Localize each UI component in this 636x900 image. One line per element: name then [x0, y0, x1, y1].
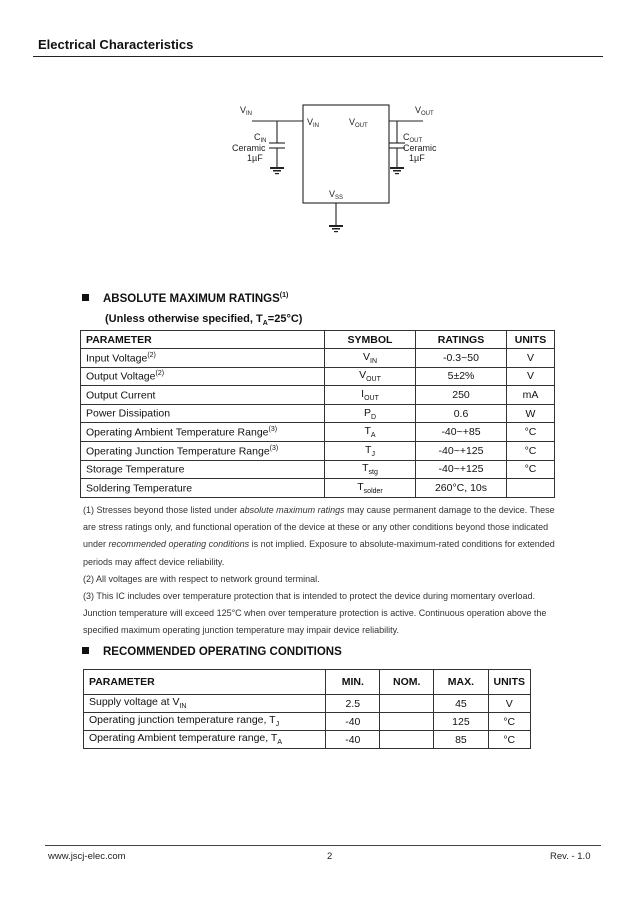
symbol-cell: $V_{IN}$ [325, 349, 416, 368]
nom-cell [380, 713, 434, 731]
footnote-3: (3) This IC includes over temperature protection that is intended to protect the device during momentary overload. Junction temperature will exceed 125°C when over temperature protection is active. Continuous operation above the specified maximum operating junction temperature may impair device reliability. [83, 591, 547, 636]
ic-vss-pin: $V_{SS}$ [329, 189, 344, 201]
column-header: PARAMETER [84, 670, 326, 695]
recommended-conditions-table [83, 669, 531, 749]
min-cell: -40 [326, 713, 380, 731]
table-row [81, 386, 555, 405]
symbol-cell: $V_{OUT}$ [325, 367, 416, 386]
regulator-ic-box [303, 105, 389, 203]
cout-label: $C_{OUT}$ [403, 132, 423, 144]
revision: Rev. - 1.0 [550, 851, 591, 862]
rating-cell: -40~+125 [416, 441, 507, 460]
param-cell: Soldering Temperature [81, 479, 325, 498]
min-cell: 2.5 [326, 695, 380, 713]
unit-cell: mA [507, 386, 555, 405]
table-row [81, 460, 555, 479]
page-number: 2 [327, 851, 333, 862]
column-header: UNITS [507, 331, 555, 349]
cin-label: $C_{IN}$ [254, 132, 267, 144]
rec-heading: RECOMMENDED OPERATING CONDITIONS [82, 646, 342, 658]
symbol-cell: $P_D$ [325, 404, 416, 423]
symbol-cell: $T_J$ [325, 441, 416, 460]
cin-type: Ceramic [232, 143, 266, 153]
cin-value: 1µF [247, 153, 263, 163]
param-cell: Storage Temperature [81, 460, 325, 479]
symbol-cell: $I_{OUT}$ [325, 386, 416, 405]
symbol-cell: $T_{stg}$ [325, 460, 416, 479]
unit-cell: °C [507, 460, 555, 479]
table-header-row [81, 331, 555, 349]
unit-cell: V [507, 349, 555, 368]
unit-cell: V [507, 367, 555, 386]
rating-cell: 260°C, 10s [416, 479, 507, 498]
cout-value: 1µF [409, 153, 425, 163]
max-cell: 125 [434, 713, 488, 731]
vin-label: $V_{IN}$ [240, 105, 253, 117]
amr-subheading: (Unless otherwise specified, $T_A=25^\circ C$) [105, 313, 303, 328]
param-cell: Input Voltage$^{(2)}$ [81, 349, 325, 368]
unit-cell: V [488, 695, 531, 713]
table-header-row [84, 670, 531, 695]
bullet-square-icon [82, 647, 89, 654]
param-cell: Output Voltage$^{(2)}$ [81, 367, 325, 386]
footnote-1: (1) Stresses beyond those listed under absolute maximum ratings may cause permanent damage to the device. These are stress ratings only, and functional operation of the device at these or any other conditions beyond those indicated under recommended operating conditions is not implied. Exposure to absolute-maximum-rated conditions for extended periods may affect device reliability. [83, 505, 555, 567]
symbol-cell: $T_A$ [325, 423, 416, 442]
param-cell: Operating Ambient Temperature Range$^{(3)}$ [81, 423, 325, 442]
table-row [81, 349, 555, 368]
cout-type: Ceramic [403, 143, 437, 153]
column-header: MAX. [434, 670, 488, 695]
column-header: MIN. [326, 670, 380, 695]
rating-cell: 0.6 [416, 404, 507, 423]
footer-rule [45, 845, 601, 846]
param-cell: Operating Junction Temperature Range$^{(3)}$ [81, 441, 325, 460]
table-row [81, 404, 555, 423]
unit-cell: °C [488, 713, 531, 731]
table-row [81, 423, 555, 442]
table-row [84, 713, 531, 731]
footer-url[interactable]: www.jscj-elec.com [48, 851, 126, 862]
unit-cell: °C [488, 731, 531, 749]
amr-heading: ABSOLUTE MAXIMUM RATINGS$^{(1)}$ [82, 292, 288, 305]
footnotes [83, 502, 563, 640]
application-circuit-diagram [225, 95, 455, 245]
ic-vin-pin: $V_{IN}$ [307, 117, 320, 129]
param-cell: Power Dissipation [81, 404, 325, 423]
page-title: Electrical Characteristics [38, 37, 194, 52]
column-header: SYMBOL [325, 331, 416, 349]
param-cell: Output Current [81, 386, 325, 405]
table-row [81, 479, 555, 498]
footnote-2: (2) All voltages are with respect to network ground terminal. [83, 573, 320, 584]
nom-cell [380, 731, 434, 749]
title-rule [33, 56, 603, 57]
unit-cell [507, 479, 555, 498]
absolute-max-ratings-table [80, 330, 555, 498]
table-row [84, 695, 531, 713]
bullet-square-icon [82, 294, 89, 301]
column-header: UNITS [488, 670, 531, 695]
unit-cell: W [507, 404, 555, 423]
unit-cell: °C [507, 423, 555, 442]
symbol-cell: $T_{solder}$ [325, 479, 416, 498]
param-cell: Operating Ambient temperature range, $T_A$ [84, 731, 326, 749]
ic-vout-pin: $V_{OUT}$ [349, 117, 368, 129]
rating-cell: -40~+85 [416, 423, 507, 442]
rating-cell: 250 [416, 386, 507, 405]
unit-cell: °C [507, 441, 555, 460]
nom-cell [380, 695, 434, 713]
vout-label: $V_{OUT}$ [415, 105, 434, 117]
min-cell: -40 [326, 731, 380, 749]
max-cell: 85 [434, 731, 488, 749]
rating-cell: 5±2% [416, 367, 507, 386]
table-row [84, 731, 531, 749]
max-cell: 45 [434, 695, 488, 713]
column-header: PARAMETER [81, 331, 325, 349]
rating-cell: -0.3~50 [416, 349, 507, 368]
param-cell: Supply voltage at $V_{IN}$ [84, 695, 326, 713]
table-row [81, 441, 555, 460]
table-row [81, 367, 555, 386]
column-header: NOM. [380, 670, 434, 695]
column-header: RATINGS [416, 331, 507, 349]
rating-cell: -40~+125 [416, 460, 507, 479]
param-cell: Operating junction temperature range, $T_J$ [84, 713, 326, 731]
